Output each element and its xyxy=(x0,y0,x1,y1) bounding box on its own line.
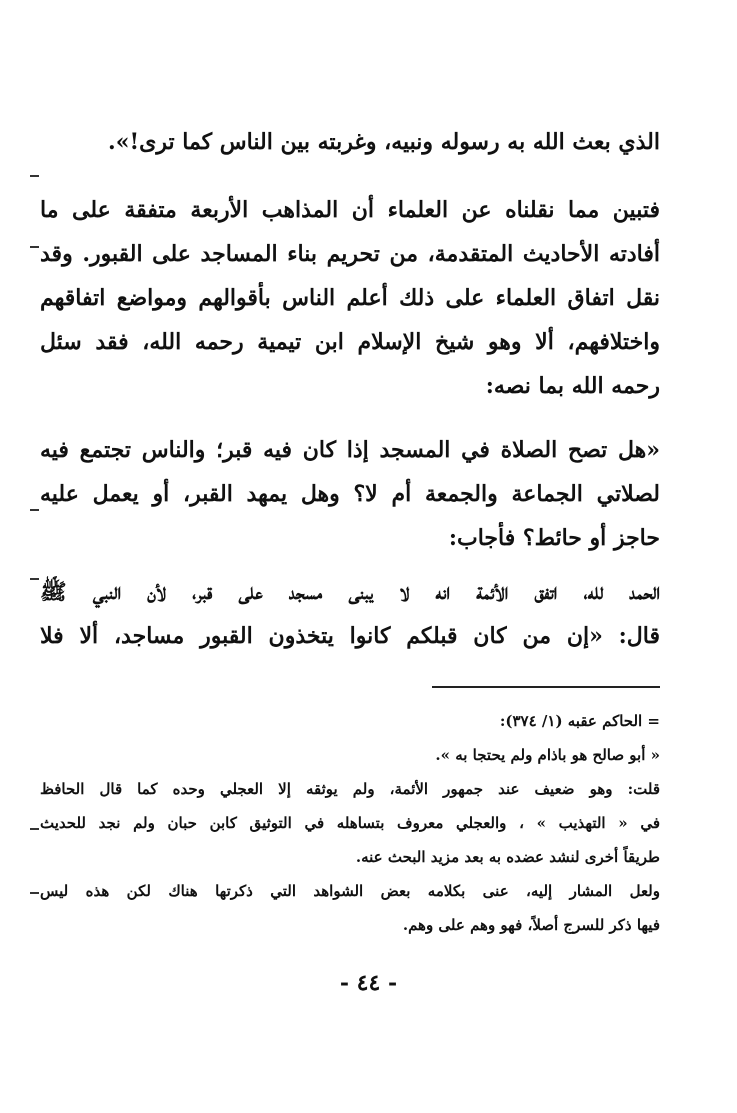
footnote-line-1: = الحاكم عقبه (١/ ٣٧٤): xyxy=(499,712,660,730)
margin-mark xyxy=(30,509,39,511)
main-line-10: الحمد لله، اتفق الأئمة انه لا يبنى مسجد على قبر، لأن النبي ﷺ xyxy=(40,579,660,605)
main-line-2: فتبين مما نقلناه عن العلماء أن المذاهب الأربعة متفقة على ما xyxy=(40,197,660,223)
main-line-11: قال: «إن من كان قبلكم كانوا يتخذون القبور مساجد، ألا فلا xyxy=(40,623,660,649)
main-line-3: أفادته الأحاديث المتقدمة، من تحريم بناء المساجد على القبور. وقد xyxy=(40,241,660,267)
margin-mark xyxy=(30,175,39,177)
footnote-line-2: « أبو صالح هو باذام ولم يحتجا به ». xyxy=(435,746,660,764)
margin-mark xyxy=(30,246,39,248)
footnote-separator xyxy=(432,686,660,688)
main-line-1: الذي بعث الله به رسوله ونبيه، وغربته بين الناس كما ترى!». xyxy=(108,129,660,155)
main-line-7: «هل تصح الصلاة في المسجد إذا كان فيه قبر؛ والناس تجتمع فيه xyxy=(40,437,660,463)
main-line-9: حاجز أو حائط؟ فأجاب: xyxy=(448,525,660,551)
page-number: - ٤٤ - xyxy=(339,970,398,996)
margin-mark xyxy=(30,892,39,894)
main-line-6: رحمه الله بما نصه: xyxy=(485,373,660,399)
margin-mark xyxy=(30,828,39,830)
main-line-5: واختلافهم، ألا وهو شيخ الإسلام ابن تيمية رحمه الله، فقد سئل xyxy=(40,329,660,355)
main-line-4: نقل اتفاق العلماء على ذلك أعلم الناس بأقوالهم ومواضع اتفاقهم xyxy=(40,285,660,311)
footnote-line-7: فيها ذكر للسرج أصلاً، فهو وهم على وهم. xyxy=(402,916,660,934)
footnote-line-5: طريقاً أخرى لنشد عضده به بعد مزيد البحث عنه. xyxy=(355,848,660,866)
footnote-line-3: قلت: وهو ضعيف عند جمهور الأئمة، ولم يوثقه إلا العجلي وحده كما قال الحافظ xyxy=(40,780,660,798)
footnote-line-4: في « التهذيب » ، والعجلي معروف بتساهله في التوثيق كابن حبان ولم نجد للحديث xyxy=(40,814,660,832)
margin-mark xyxy=(30,578,39,580)
footnote-line-6: ولعل المشار إليه، عنى بكلامه بعض الشواهد التي ذكرتها هناك لكن هذه ليس xyxy=(40,882,660,900)
main-line-8: لصلاتي الجماعة والجمعة أم لا؟ وهل يمهد القبر، أو يعمل عليه xyxy=(40,481,660,507)
